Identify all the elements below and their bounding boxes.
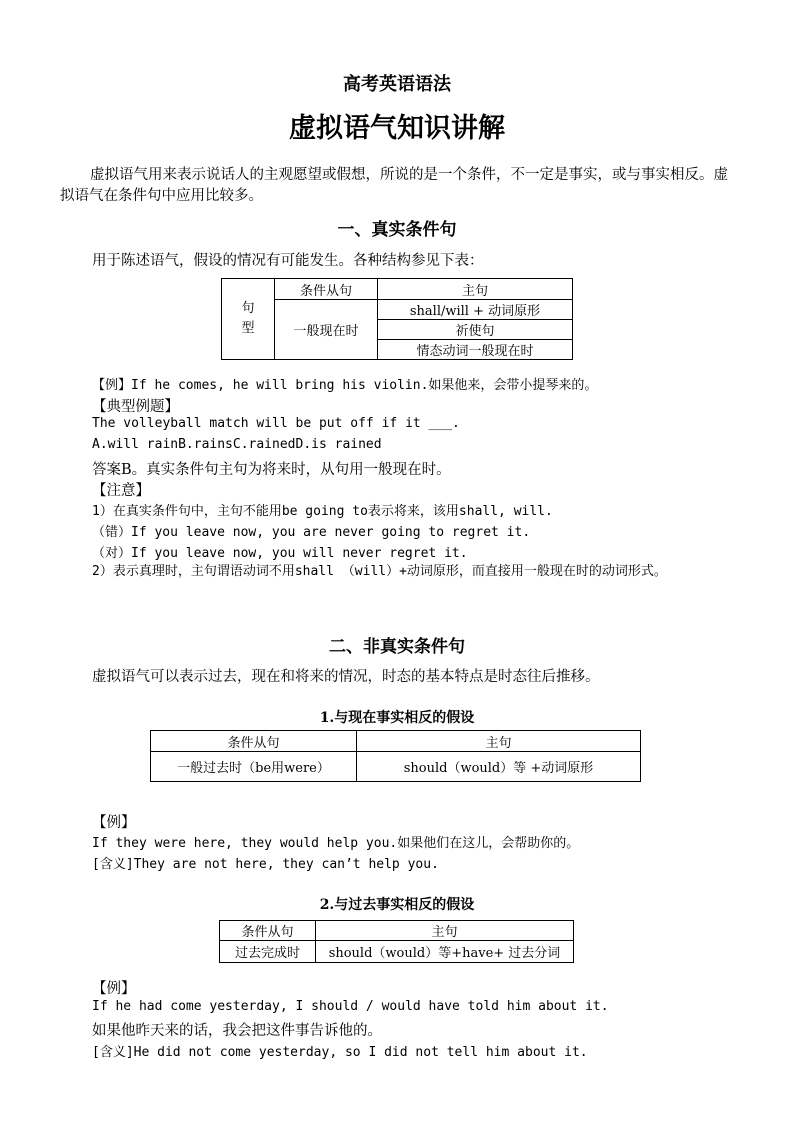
- main-cell-1: shall/will + 动词原形: [378, 300, 573, 320]
- typical-title: 【典型例题】: [92, 399, 179, 415]
- sub1-cell-clause: 一般过去时（be用were）: [151, 752, 357, 782]
- sub1-example: If they were here, they would help you.如果他们在这儿，会帮助你的。: [92, 836, 580, 851]
- wrong-line: （错）If you leave now, you are never going to regret it.: [92, 525, 531, 540]
- sub1-header-main: 主句: [357, 731, 641, 752]
- note1-line: 1）在真实条件句中，主句不能用be going to表示将来，该用shall, will.: [92, 504, 553, 519]
- doc-subtitle: 高考英语语法: [343, 74, 451, 95]
- section1-lead: 用于陈述语气，假设的情况有可能发生。各种结构参见下表：: [92, 253, 484, 269]
- example-line: 【例】If he comes, he will bring his violin.如果他来，会带小提琴来的。: [92, 378, 598, 393]
- row-label-cell: [222, 279, 275, 360]
- sub2-translation: 如果他昨天来的话，我会把这件事告诉他的。: [92, 1023, 382, 1039]
- sub2-header-main: 主句: [316, 921, 574, 941]
- sub2-header-clause: 条件从句: [220, 921, 316, 941]
- main-cell-2: 祈使句: [378, 320, 573, 340]
- intro-paragraph: 虚拟语气用来表示说话人的主观愿望或假想，所说的是一个条件，不一定是事实，或与事实相反。虚拟语气在条件句中应用比较多。: [60, 167, 728, 204]
- sub1-meaning: [含义]They are not here, they can’t help you.: [92, 857, 439, 872]
- section1-heading: 一、真实条件句: [337, 220, 457, 240]
- sub1-header-clause: 条件从句: [151, 731, 357, 752]
- present-unreal-table: [150, 730, 641, 782]
- sub2-title: 2.与过去事实相反的假设: [319, 897, 475, 913]
- sub1-title: 1.与现在事实相反的假设: [319, 710, 475, 726]
- row-label-2: 型: [241, 321, 255, 336]
- right-line: （对）If you leave now, you will never regret it.: [92, 546, 468, 561]
- options-line: A.will rainB.rainsC.rainedD.is rained: [92, 437, 382, 452]
- sub1-example-label: 【例】: [92, 815, 136, 831]
- answer-line: 答案B。真实条件句主句为将来时，从句用一般现在时。: [92, 462, 451, 478]
- col-header-clause: 条件从句: [275, 279, 378, 300]
- sub2-cell-main: should（would）等+have+ 过去分词: [316, 941, 574, 963]
- sub2-cell-clause: 过去完成时: [220, 941, 316, 963]
- sub2-meaning: [含义]He did not come yesterday, so I did not tell him about it.: [92, 1045, 588, 1060]
- question-line: The volleyball match will be put off if it ___.: [92, 416, 460, 431]
- col-header-main: 主句: [378, 279, 573, 300]
- section2-lead: 虚拟语气可以表示过去，现在和将来的情况，时态的基本特点是时态往后推移。: [92, 669, 600, 685]
- doc-title: 虚拟语气知识讲解: [289, 113, 505, 144]
- note-title: 【注意】: [92, 483, 150, 499]
- section2-heading: 二、非真实条件句: [329, 637, 465, 657]
- sub1-cell-main: should（would）等 +动词原形: [357, 752, 641, 782]
- clause-cell: 一般现在时: [275, 300, 378, 360]
- sub2-example: If he had come yesterday, I should / would have told him about it.: [92, 999, 609, 1014]
- main-cell-3: 情态动词一般现在时: [378, 340, 573, 360]
- note2-paragraph: 2）表示真理时，主句谓语动词不用shall （will）+动词原形，而直接用一般现在时的动词形式。: [92, 564, 667, 579]
- past-unreal-table: [219, 920, 574, 963]
- real-conditional-table: [221, 278, 573, 360]
- row-label-1: 句: [241, 301, 255, 316]
- sub2-example-label: 【例】: [92, 981, 136, 997]
